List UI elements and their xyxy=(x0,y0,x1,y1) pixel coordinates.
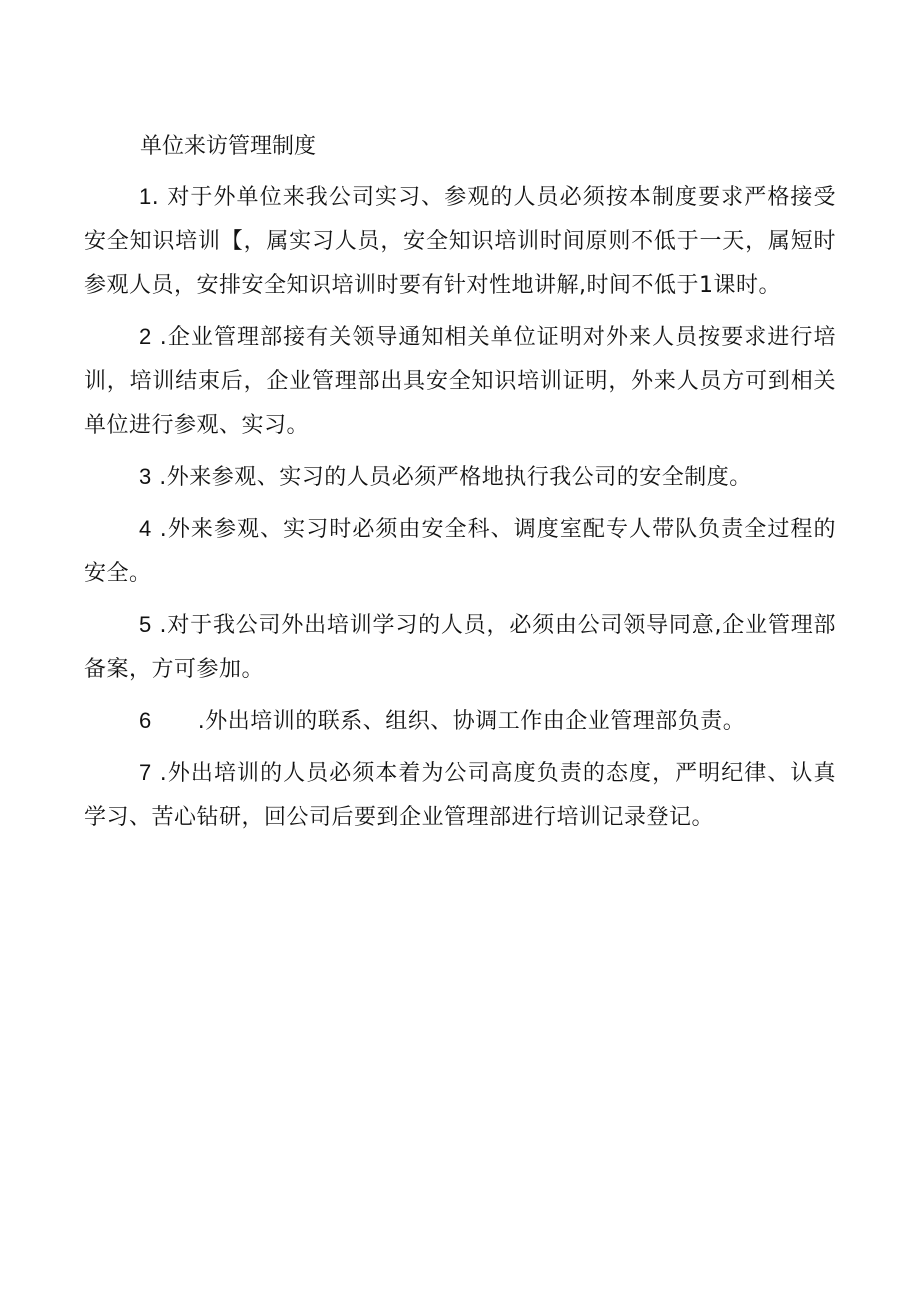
rule-item-2 xyxy=(84,315,836,448)
rule-text: 企业管理部接有关领导通知相关单位证明对外来人员按要求进行培训，培训结束后，企业管理部出具安全知识培训证明，外来人员方可到相关单位进行参观、实习。 xyxy=(84,325,836,438)
rule-separator: . xyxy=(151,465,167,490)
rule-number: 4 xyxy=(139,516,152,541)
rule-number: 1 xyxy=(139,184,152,209)
rule-separator: . xyxy=(151,613,168,638)
rule-item-7 xyxy=(84,751,836,840)
rule-number: 7 xyxy=(139,760,152,785)
rule-text: 外来参观、实习时必须由安全科、调度室配专人带队负责全过程的安全。 xyxy=(84,517,836,586)
document-body xyxy=(84,126,836,840)
rule-separator: . xyxy=(151,325,168,350)
rule-number: 5 xyxy=(139,612,152,637)
rule-separator: . xyxy=(151,761,168,786)
rule-separator: . xyxy=(151,517,168,542)
rule-item-4 xyxy=(84,507,836,596)
rule-text: 外出培训的联系、组织、协调工作由企业管理部负责。 xyxy=(205,709,746,734)
rule-number: 3 xyxy=(139,464,152,489)
rule-text: 对于我公司外出培训学习的人员，必须由公司领导同意,企业管理部备案，方可参加。 xyxy=(84,613,836,682)
rule-item-5 xyxy=(84,603,836,692)
rule-item-1 xyxy=(84,175,836,308)
rule-item-6 xyxy=(84,699,836,744)
rule-separator: . xyxy=(197,709,206,734)
rule-text: 外来参观、实习的人员必须严格地执行我公司的安全制度。 xyxy=(166,465,752,490)
document-title: 单位来访管理制度 xyxy=(140,134,317,159)
rule-text: 对于外单位来我公司实习、参观的人员必须按本制度要求严格接受安全知识培训【，属实习人员，安全知识培训时间原则不低于一天，属短时参观人员，安排安全知识培训时要有针对性地讲解,时间不低于1课时。 xyxy=(84,185,836,298)
rule-separator: . xyxy=(151,185,168,210)
rule-text: 外出培训的人员必须本着为公司高度负责的态度，严明纪律、认真学习、苦心钻研，回公司后要到企业管理部进行培训记录登记。 xyxy=(84,761,836,830)
rule-number: 6 xyxy=(139,708,152,733)
rule-item-3 xyxy=(84,455,836,500)
rule-number: 2 xyxy=(139,324,152,349)
